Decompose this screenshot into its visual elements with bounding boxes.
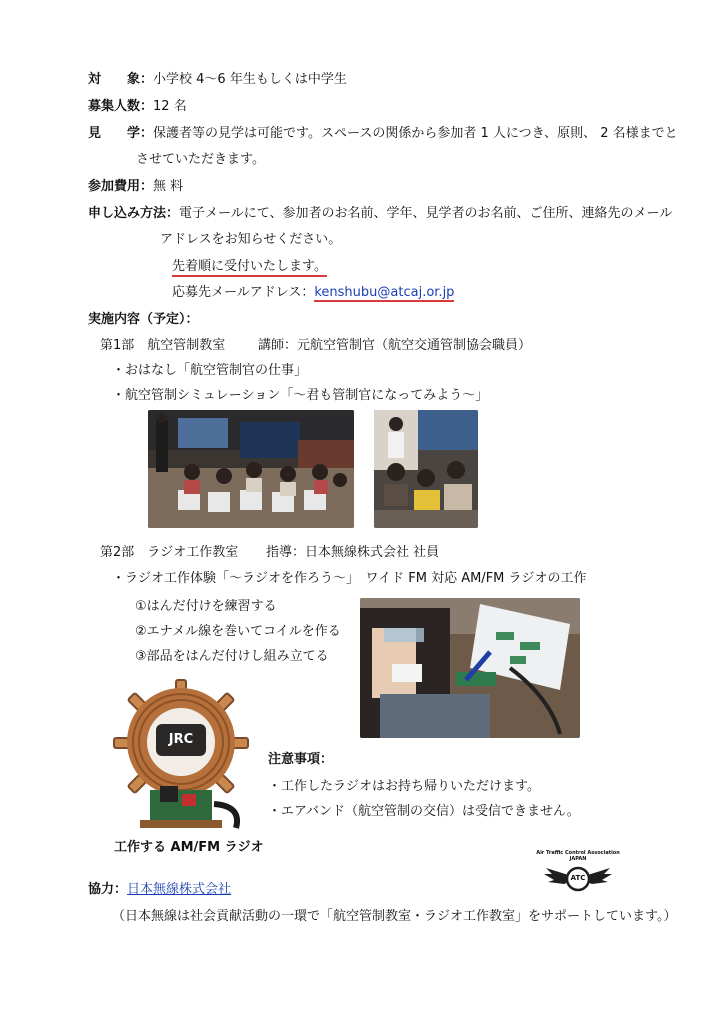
radio-logo-text: JRC: [168, 732, 194, 747]
capacity-row: [88, 97, 187, 117]
part1-item-talk: ・おはなし「航空管制官の仕事」: [112, 363, 308, 378]
note-airband: ・エアバンド（航空管制の交信）は受信できません。: [268, 804, 580, 819]
cooperation-row: [88, 880, 231, 900]
notes-heading: 注意事項：: [268, 752, 334, 767]
fee-value: 無 料: [153, 179, 184, 194]
target-value: 小学校 4〜6 年生もしくは中学生: [153, 72, 347, 87]
observation-row: [88, 124, 678, 144]
radio-kit-image: [110, 678, 252, 836]
soldering-photo: [360, 598, 580, 738]
part1-lecturer: 講師：元航空管制官（航空交通管制協会職員）: [258, 338, 532, 353]
atc-logo-line2: JAPAN: [569, 856, 587, 862]
first-come-notice: 先着順に受付いたします。: [172, 259, 327, 277]
apply-line1: 電子メールにて、参加者のお名前、学年、見学者のお名前、ご住所、連絡先のメール: [179, 206, 673, 221]
target-label: 対 象：: [88, 72, 154, 87]
capacity-value: 12 名: [153, 99, 187, 114]
note-take-home: ・工作したラジオはお持ち帰りいただけます。: [268, 779, 540, 794]
lecture-photo: [148, 410, 354, 528]
step-1: ①はんだ付けを練習する: [135, 599, 277, 614]
part1-title: 第1部 航空管制教室: [100, 338, 226, 353]
step-3: ③部品をはんだ付けし組み立てる: [135, 649, 329, 664]
fee-label: 参加費用：: [88, 179, 154, 194]
part2-item: ・ラジオ工作体験「〜ラジオを作ろう〜」 ワイド FM 対応 AM/FM ラジオの工作: [112, 571, 587, 586]
cooperation-company-link[interactable]: 日本無線株式会社: [127, 882, 232, 897]
step-2: ②エナメル線を巻いてコイルを作る: [135, 624, 341, 639]
observation-label: 見 学：: [88, 126, 154, 141]
atc-association-logo: [536, 850, 620, 894]
part2-instructor: 指導：日本無線株式会社 社員: [266, 545, 440, 560]
email-label: 応募先メールアドレス：: [172, 285, 315, 300]
apply-label: 申し込み方法：: [88, 206, 180, 221]
email-row: [172, 283, 454, 303]
observation-line1: 保護者等の見学は可能です。スペースの関係から参加者 1 人につき、原則、 2 名様までと: [153, 126, 678, 141]
part2-title: 第2部 ラジオ工作教室: [100, 545, 239, 560]
fee-row: [88, 177, 183, 197]
contents-heading: 実施内容（予定）：: [88, 312, 199, 327]
first-come-row: [172, 257, 327, 277]
observation-line2: させていただきます。: [136, 152, 265, 167]
target-row: [88, 70, 347, 90]
apply-line2: アドレスをお知らせください。: [160, 232, 342, 247]
instructor-photo: [374, 410, 478, 528]
capacity-label: 募集人数：: [88, 99, 154, 114]
part1-item-simulation: ・航空管制シミュレーション「〜君も管制官になってみよう〜」: [112, 388, 489, 403]
cooperation-note: （日本無線は社会貢献活動の一環で「航空管制教室・ラジオ工作教室」をサポートしています。）: [112, 909, 677, 924]
atc-logo-mark: ATC: [570, 874, 586, 882]
atc-logo-line1: Air Traffic Control Association: [536, 850, 620, 856]
apply-row: [88, 204, 672, 224]
cooperation-label: 協力：: [88, 882, 128, 897]
radio-caption: 工作する AM/FM ラジオ: [114, 840, 264, 855]
email-link[interactable]: kenshubu@atcaj.or.jp: [314, 285, 455, 300]
